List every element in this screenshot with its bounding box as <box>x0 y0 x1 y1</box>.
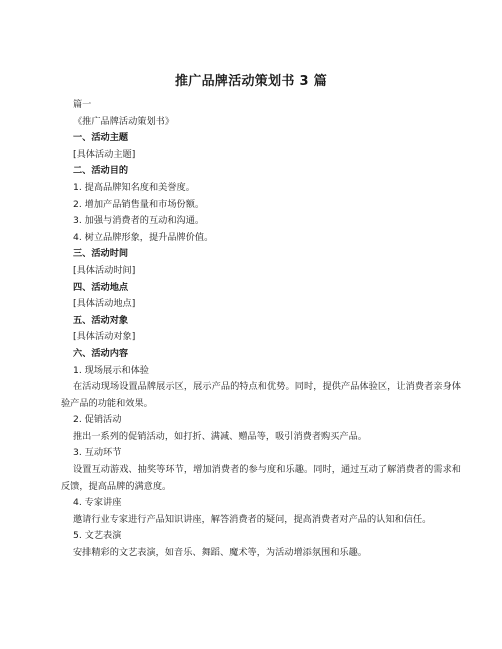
section-label: 篇一 <box>73 99 92 110</box>
heading-content: 六、活动内容 <box>73 347 129 359</box>
content-item-title: 1. 现场展示和体验 <box>73 364 149 376</box>
text-theme: [具体活动主题] <box>73 148 136 160</box>
purpose-item: 2. 增加产品销售量和市场份额。 <box>73 198 205 210</box>
purpose-item: 1. 提高品牌知名度和美誉度。 <box>73 181 195 193</box>
content-item-text: 邀请行业专家进行产品知识讲座，解答消费者的疑问，提高消费者对产品的认知和信任。 <box>73 513 432 525</box>
content-item-text: 安排精彩的文艺表演，如音乐、舞蹈、魔术等，为活动增添氛围和乐趣。 <box>73 547 367 559</box>
heading-time: 三、活动时间 <box>73 248 129 260</box>
document-title: 推广品牌活动策划书 3 篇 <box>175 74 327 89</box>
document-body <box>61 97 461 562</box>
content-item-text: 推出一系列的促销活动，如打折、满减、赠品等，吸引消费者购买产品。 <box>73 430 367 442</box>
purpose-item: 4. 树立品牌形象，提升品牌价值。 <box>73 231 214 243</box>
heading-audience: 五、活动对象 <box>73 314 129 326</box>
text-time: [具体活动时间] <box>73 264 136 276</box>
heading-theme: 一、活动主题 <box>73 132 129 144</box>
text-location: [具体活动地点] <box>73 298 136 310</box>
purpose-item: 3. 加强与消费者的互动和沟通。 <box>73 215 205 227</box>
book-title: 《推广品牌活动策划书》 <box>73 115 175 127</box>
content-item-title: 3. 互动环节 <box>73 447 122 459</box>
heading-purpose: 二、活动目的 <box>73 165 129 177</box>
content-item-title: 4. 专家讲座 <box>73 497 122 509</box>
content-item-title: 5. 文艺表演 <box>73 530 122 542</box>
content-item-text: 在活动现场设置品牌展示区，展示产品的特点和优势。同时，提供产品体验区，让消费者亲身体验产品的功能和效果。 <box>61 381 461 409</box>
heading-location: 四、活动地点 <box>73 281 129 293</box>
text-audience: [具体活动对象] <box>73 331 136 343</box>
content-item-title: 2. 促销活动 <box>73 414 122 426</box>
content-item-text: 设置互动游戏、抽奖等环节，增加消费者的参与度和乐趣。同时，通过互动了解消费者的需求和反馈，提高品牌的满意度。 <box>61 464 461 492</box>
